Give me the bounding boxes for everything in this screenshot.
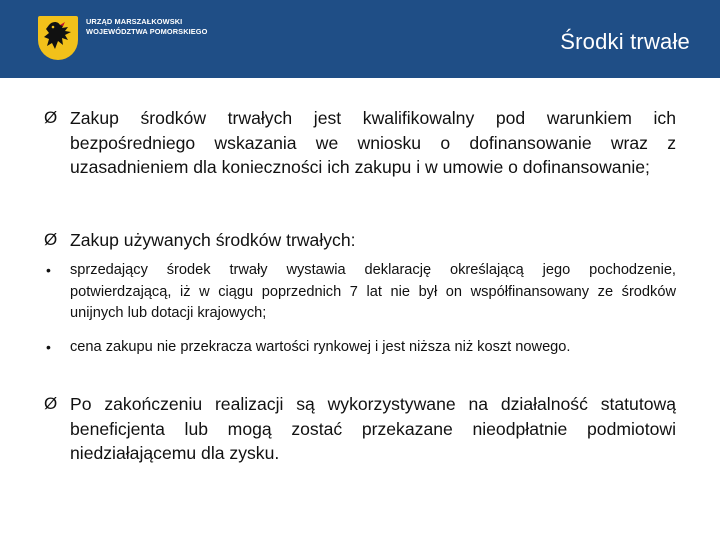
sub-list-item-text: cena zakupu nie przekracza wartości rynkowej i jest niższa niż koszt nowego. (70, 339, 571, 355)
sub-list-item (46, 260, 676, 325)
list-item (44, 392, 676, 466)
arrow-bullet-icon: Ø (44, 108, 58, 127)
logo-text-line1: URZĄD MARSZAŁKOWSKI (86, 17, 183, 26)
page-title: Środki trwałe (560, 29, 690, 54)
dot-bullet-icon: • (46, 262, 51, 278)
sub-list-item-text: sprzedający środek trwały wystawia deklarację określającą jego pochodzenie, potwierdzającą, iż w ciągu poprzednich 7 lat nie był on współfinansowany ze środków unijnych lub dotacji krajowych; (70, 262, 676, 321)
logo-text-line2: WOJEWÓDZTWA POMORSKIEGO (86, 27, 208, 36)
header-bar (0, 0, 720, 78)
arrow-bullet-icon: Ø (44, 394, 58, 413)
griffin-coat-of-arms-icon (38, 16, 78, 60)
list-item-text: Zakup środków trwałych jest kwalifikowalny pod warunkiem ich bezpośredniego wskazania we wniosku o dofinansowanie wraz z uzasadnieniem dla konieczności ich zakupu i w umowie o dofinansowanie; (70, 108, 676, 177)
logo-text (86, 17, 208, 37)
dot-bullet-icon: • (46, 339, 51, 355)
list-item (44, 106, 676, 180)
list-item-text: Zakup używanych środków trwałych: (70, 230, 356, 250)
list-item (44, 228, 676, 253)
arrow-bullet-icon: Ø (44, 230, 58, 249)
sub-list-item (46, 337, 676, 359)
list-item-text: Po zakończeniu realizacji są wykorzystywane na działalność statutową beneficjenta lub mogą zostać przekazane nieodpłatnie podmiotowi niedziałającemu dla zysku. (70, 394, 676, 463)
